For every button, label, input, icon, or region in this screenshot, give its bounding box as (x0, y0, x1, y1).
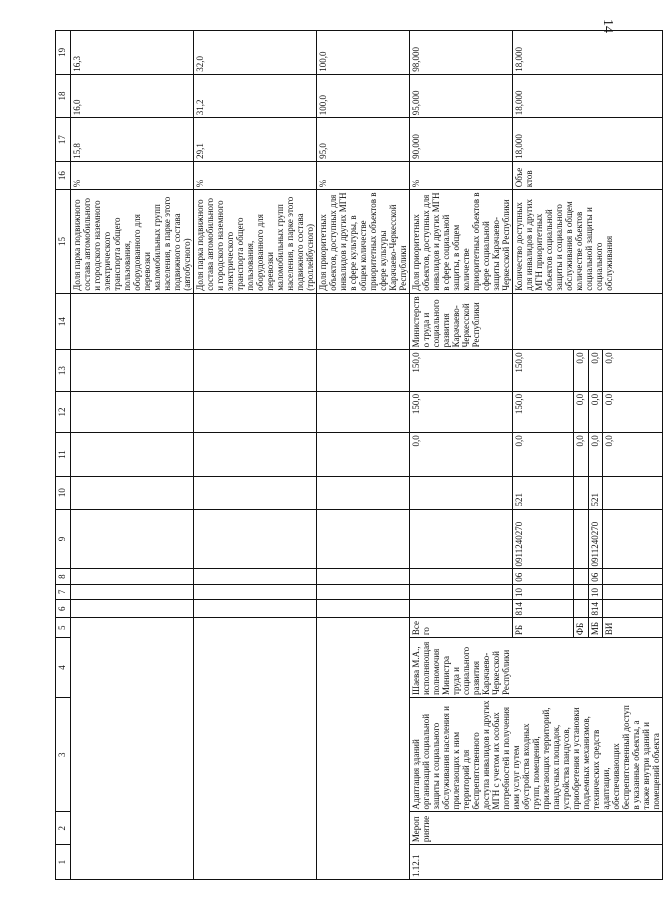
indicator-value: 18,000 (513, 74, 663, 118)
table-row (71, 31, 194, 880)
indicator-unit: % (194, 161, 317, 189)
measure-type: Мероприятие (410, 812, 663, 845)
funding-cell: 10 (513, 584, 574, 599)
funding-cell: 814 (513, 599, 574, 618)
funding-cell: 06 (588, 569, 602, 584)
col-num: 17 (56, 118, 71, 162)
program-table (55, 30, 663, 880)
indicator-value: 100,0 (317, 74, 410, 118)
funding-cell: 0911240270 (588, 509, 602, 569)
funding-value: 0,0 (603, 433, 663, 477)
funding-cell: 521 (588, 476, 602, 509)
col-num: 13 (56, 350, 71, 391)
indicator-value: 15,8 (71, 118, 194, 162)
col-num: 11 (56, 433, 71, 477)
col-num: 12 (56, 391, 71, 432)
indicator-value: 100,0 (317, 31, 410, 75)
funding-source: РБ (513, 618, 574, 638)
col-num: 8 (56, 569, 71, 584)
funding-cell: 10 (588, 584, 602, 599)
funding-cell (574, 476, 588, 509)
funding-source: ФБ (574, 618, 588, 638)
total-value: 150,0 (410, 391, 513, 432)
indicator-value: 16,3 (71, 31, 194, 75)
indicator-value: 95,0 (317, 118, 410, 162)
indicator-value: 29,1 (194, 118, 317, 162)
funding-value: 0,0 (574, 350, 588, 391)
indicator-value: 98,000 (410, 31, 513, 75)
funding-cell (603, 569, 663, 584)
indicator-text: Доля парка подвижного состава автомобильного и городского наземного электрического транспорта общего пользования, оборудованного для перевозки маломобильных групп населения, в парке этого подвижного состава (автобусного) (71, 190, 194, 294)
col-num: 18 (56, 74, 71, 118)
measure-row (410, 31, 513, 880)
indicator-value: 31,2 (194, 74, 317, 118)
total-value: 150,0 (410, 350, 513, 391)
col-num: 5 (56, 618, 71, 638)
col-num: 4 (56, 638, 71, 698)
funding-value: 0,0 (574, 391, 588, 432)
funding-cell: 521 (513, 476, 574, 509)
executor: Министерство труда и социального развития Карачаево-Черкесской Республики (410, 293, 513, 350)
funding-value: 0,0 (588, 350, 602, 391)
col-num: 7 (56, 584, 71, 599)
funding-cell: 06 (513, 569, 574, 584)
indicator-unit: % (71, 161, 194, 189)
col-num: 15 (56, 190, 71, 294)
funding-cell (603, 584, 663, 599)
measure-number: 1.12.1 (410, 845, 663, 880)
funding-value: 0,0 (574, 433, 588, 477)
indicator-text: Доля парка подвижного состава автомобильного и городского наземного электрического транспорта общего пользования, оборудованного для перевозки маломобильных групп населения, в парке этого подвижного состава (троллейбусного) (194, 190, 317, 294)
col-num: 14 (56, 293, 71, 350)
funding-value: 0,0 (603, 391, 663, 432)
col-num: 10 (56, 476, 71, 509)
indicator-text: Доля приоритетных объектов, доступных для инвалидов и других МГН в сфере социальной защиты, в общем количестве приоритетных объектов в сфере социальной защиты Карачаево-Черкесской Республики (410, 190, 513, 294)
indicator-value: 16,0 (71, 74, 194, 118)
table-viewport (55, 30, 661, 880)
funding-source: ВИ (603, 618, 663, 638)
indicator-text: Доля приоритетных объектов, доступных для инвалидов и других МГН в сфере культуры, в общем количестве приоритетных объектов в сфере культуры Карачаево-Черкесской Республики (317, 190, 410, 294)
funding-cell (603, 509, 663, 569)
funding-cell (574, 509, 588, 569)
funding-cell: 0911240270 (513, 509, 574, 569)
funding-value: 150,0 (513, 391, 574, 432)
funding-cell (574, 599, 588, 618)
funding-cell (574, 584, 588, 599)
funding-value: 0,0 (588, 391, 602, 432)
indicator-text: Количество доступных для инвалидов и других МГН приоритетных объектов социальной защиты и социального обслуживания в общем количестве объектов социальной защиты и социального обслуживания (513, 190, 663, 294)
measure-responsible: Шаева М.А., исполняющая полномочия Министра труда и социального развития Карачаево-Черкесской Республики (410, 638, 663, 698)
funding-source: МБ (588, 618, 602, 638)
indicator-unit: % (317, 161, 410, 189)
indicator-value: 90,000 (410, 118, 513, 162)
funding-cell (603, 476, 663, 509)
funding-source: Всего (410, 618, 513, 638)
indicator-value: 95,000 (410, 74, 513, 118)
col-num: 6 (56, 599, 71, 618)
page-number: 14 (600, 19, 615, 33)
funding-value: 0,0 (603, 350, 663, 391)
col-num: 1 (56, 845, 71, 880)
indicator-value: 32,0 (194, 31, 317, 75)
table-row (194, 31, 317, 880)
indicator-value: 18,000 (513, 118, 663, 162)
funding-value: 0,0 (588, 433, 602, 477)
table-row (317, 31, 410, 880)
col-num: 3 (56, 698, 71, 812)
total-value: 0,0 (410, 433, 513, 477)
measure-name: Адаптация зданий организаций социальной защиты и социального обслуживания населения и прилегающих к ним территорий для беспрепятственного доступа инвалидов и других МГН с учетом их особых потребностей и получения ими услуг путем обустройства входных групп, помещений, прилегающих территорий, пандусных площадок, устройства пандусов, приобретения и установки подъемных механизмов, технических средств адаптации, обеспечивающих беспрепятственный доступ в указанные объекты, а также внутри зданий и помещений объекта (410, 698, 663, 812)
funding-value: 150,0 (513, 350, 574, 391)
col-num: 2 (56, 812, 71, 845)
indicator-unit: % (410, 161, 513, 189)
funding-cell: 814 (588, 599, 602, 618)
indicator-unit: Объектов (513, 161, 663, 189)
col-num: 19 (56, 31, 71, 75)
funding-value: 0,0 (513, 433, 574, 477)
funding-cell (603, 599, 663, 618)
col-num: 9 (56, 509, 71, 569)
funding-cell (574, 569, 588, 584)
col-num: 16 (56, 161, 71, 189)
column-number-row (56, 31, 71, 880)
indicator-value: 18,000 (513, 31, 663, 75)
rotated-page (55, 30, 661, 880)
